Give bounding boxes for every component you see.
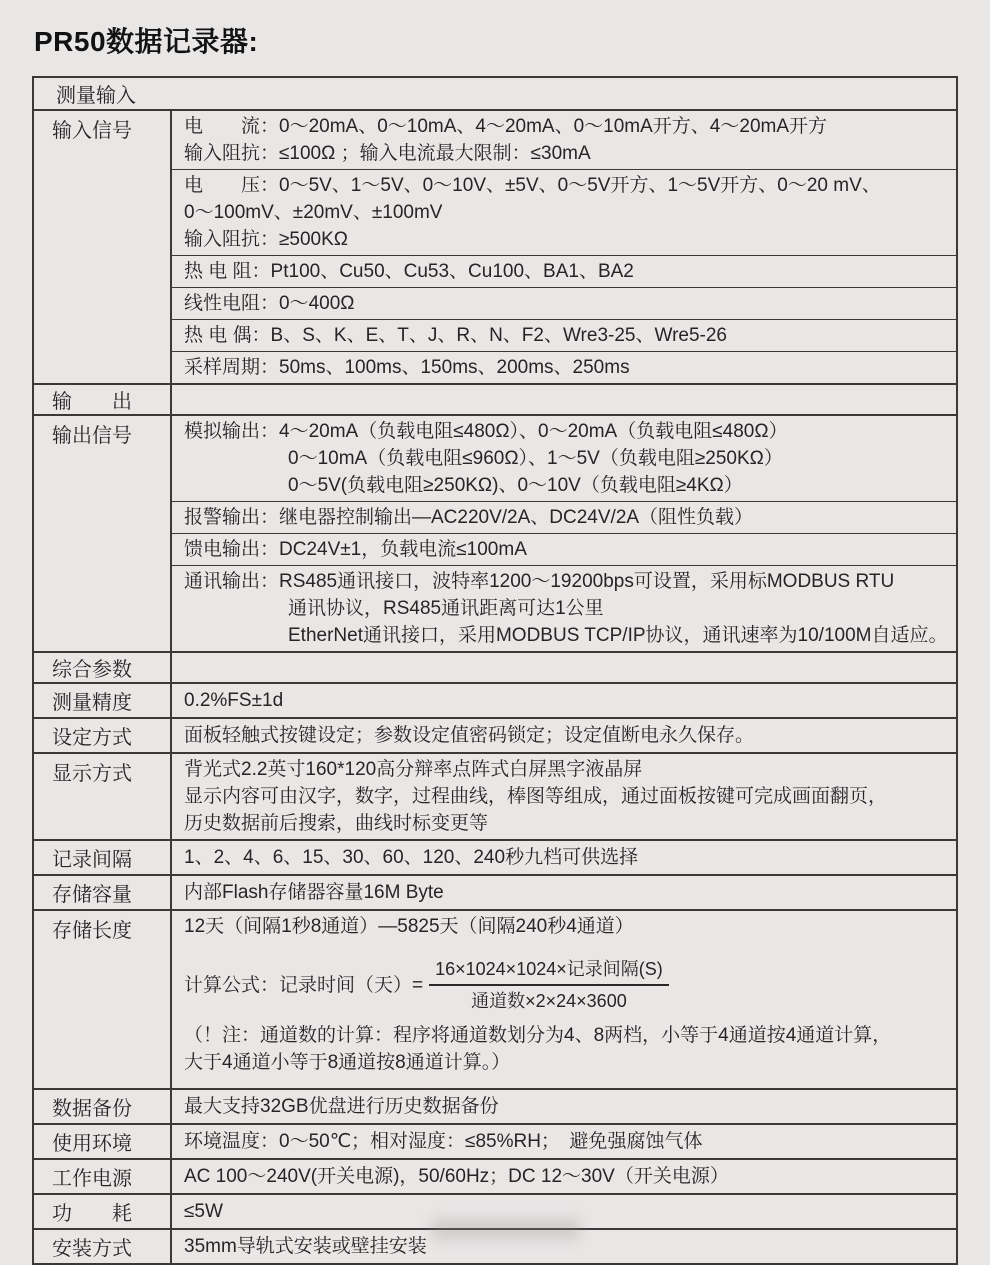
- section-header-general: 综合参数: [34, 653, 172, 682]
- row-label-storage-length: 存储长度: [34, 911, 172, 1088]
- subrow-analog-output: [172, 416, 956, 501]
- current-line-1: 电 流：0～20mA、0～10mA、4～20mA、0～10mA开方、4～20mA开方: [184, 116, 828, 137]
- spec-row-storage-capacity: [34, 874, 956, 909]
- display-line-3: 历史数据前后搜索，曲线时标变更等: [184, 813, 489, 834]
- analog-output-line-2: 0～10mA（负载电阻≤960Ω）、1～5V（负载电阻≥250KΩ）: [288, 448, 783, 469]
- section-header-measure-input: 测量输入: [56, 85, 136, 107]
- row-value-output-signal: [172, 416, 956, 651]
- spec-row-record-interval: [34, 839, 956, 874]
- spec-row-backup: [34, 1088, 956, 1123]
- storage-length-range-line: 12天（间隔1秒8通道）—5825天（间隔240秒4通道）: [184, 916, 634, 937]
- comm-output-line-3: EtherNet通讯接口，采用MODBUS TCP/IP协议，通讯速率为10/100M自适应。: [288, 625, 948, 646]
- row-label-backup: 数据备份: [34, 1090, 172, 1123]
- row-value-input-signal: [172, 111, 956, 383]
- subrow-feed-output: [172, 533, 956, 565]
- row-value-environment: [172, 1125, 956, 1158]
- storage-length-note-line-1: （！注：通道数的计算：程序将通道数划分为4、8两档，小等于4通道按4通道计算，: [184, 1025, 892, 1046]
- section-output-empty-cell: [172, 385, 956, 414]
- row-value-display: [172, 754, 956, 839]
- storage-length-formula: [184, 956, 952, 1014]
- setting-line: 面板轻触式按键设定；参数设定值密码锁定；设定值断电永久保存。: [184, 725, 755, 746]
- subrow-comm-output: [172, 565, 956, 651]
- formula-denominator: 通道数×2×24×3600: [471, 991, 627, 1011]
- row-label-accuracy: 测量精度: [34, 684, 172, 717]
- voltage-line-1: 电 压：0～5V、1～5V、0～10V、±5V、0～5V开方、1～5V开方、0～20 mV、: [184, 175, 881, 196]
- subrow-voltage: [172, 169, 956, 255]
- comm-output-line-2: 通讯协议，RS485通讯距离可达1公里: [288, 598, 604, 619]
- spec-table: [32, 76, 958, 1265]
- subrow-thermocouple: [172, 319, 956, 351]
- row-value-setting: [172, 719, 956, 752]
- spec-row-setting: [34, 717, 956, 752]
- row-value-backup: [172, 1090, 956, 1123]
- row-value-record-interval: [172, 841, 956, 874]
- row-label-display: 显示方式: [34, 754, 172, 839]
- section-general-empty-cell: [172, 653, 956, 682]
- analog-output-line-3: 0～5V(负载电阻≥250KΩ)、0～10V（负载电阻≥4KΩ）: [288, 475, 743, 496]
- formula-fraction: [429, 956, 669, 1014]
- mounting-line: 35mm导轨式安装或壁挂安装: [184, 1236, 427, 1257]
- row-label-environment: 使用环境: [34, 1125, 172, 1158]
- consumption-line: ≤5W: [184, 1201, 223, 1222]
- row-value-accuracy: [172, 684, 956, 717]
- rtd-line: 热 电 阻：Pt100、Cu50、Cu53、Cu100、BA1、BA2: [184, 261, 634, 282]
- row-label-input-signal: 输入信号: [34, 111, 172, 383]
- feed-output-line: 馈电输出：DC24V±1，负载电流≤100mA: [184, 539, 527, 560]
- section-row-general: [34, 651, 956, 682]
- spec-row-accuracy: [34, 682, 956, 717]
- linear-resistance-line: 线性电阻：0～400Ω: [184, 293, 355, 314]
- row-label-storage-capacity: 存储容量: [34, 876, 172, 909]
- voltage-line-3: 输入阻抗：≥500KΩ: [184, 229, 349, 250]
- sampling-period-line: 采样周期：50ms、100ms、150ms、200ms、250ms: [184, 357, 630, 378]
- thermocouple-line: 热 电 偶：B、S、K、E、T、J、R、N、F2、Wre3-25、Wre5-26: [184, 325, 727, 346]
- voltage-line-2: 0～100mV、±20mV、±100mV: [184, 202, 443, 223]
- display-line-2: 显示内容可由汉字，数字，过程曲线，棒图等组成，通过面板按键可完成画面翻页，: [184, 786, 888, 807]
- row-label-setting: 设定方式: [34, 719, 172, 752]
- section-header-output: 输 出: [34, 385, 172, 414]
- environment-line: 环境温度：0～50℃；相对湿度：≤85%RH； 避免强腐蚀气体: [184, 1131, 703, 1152]
- storage-length-bottom-gap: [184, 1076, 952, 1086]
- section-row-output: [34, 383, 956, 414]
- alarm-output-line: 报警输出：继电器控制输出—AC220V/2A、DC24V/2A（阻性负载）: [184, 507, 754, 528]
- spec-row-input-signal: [34, 109, 956, 383]
- subrow-sampling-period: [172, 351, 956, 383]
- row-label-mounting: 安装方式: [34, 1230, 172, 1263]
- current-line-2: 输入阻抗：≤100Ω ；输入电流最大限制：≤30mA: [184, 143, 591, 164]
- spec-row-display: [34, 752, 956, 839]
- row-label-power: 工作电源: [34, 1160, 172, 1193]
- analog-output-line-1: 模拟输出：4～20mA（负载电阻≤480Ω）、0～20mA（负载电阻≤480Ω）: [184, 421, 788, 442]
- formula-prefix: 计算公式：记录时间（天）=: [184, 974, 424, 996]
- subrow-alarm-output: [172, 501, 956, 533]
- row-label-output-signal: 输出信号: [34, 416, 172, 651]
- formula-numerator: 16×1024×1024×记录间隔(S): [429, 956, 669, 986]
- storage-capacity-line: 内部Flash存储器容量16M Byte: [184, 882, 444, 903]
- subrow-linear-resistance: [172, 287, 956, 319]
- section-row-measure-input: [34, 78, 956, 109]
- row-value-storage-capacity: [172, 876, 956, 909]
- spec-row-storage-length: [34, 909, 956, 1088]
- subrow-rtd: [172, 255, 956, 287]
- row-label-consumption: 功 耗: [34, 1195, 172, 1228]
- row-label-record-interval: 记录间隔: [34, 841, 172, 874]
- row-value-power: [172, 1160, 956, 1193]
- spec-row-output-signal: [34, 414, 956, 651]
- backup-line: 最大支持32GB优盘进行历史数据备份: [184, 1096, 499, 1117]
- subrow-current: [172, 111, 956, 169]
- blurred-watermark: [432, 1219, 580, 1239]
- row-value-storage-length: [172, 911, 956, 1088]
- record-interval-line: 1、2、4、6、15、30、60、120、240秒九档可供选择: [184, 847, 639, 868]
- power-line: AC 100～240V(开关电源)，50/60Hz；DC 12～30V（开关电源）: [184, 1166, 729, 1187]
- spec-row-power: [34, 1158, 956, 1193]
- storage-length-note-line-2: 大于4通道小等于8通道按8通道计算。）: [184, 1052, 511, 1073]
- page: [0, 20, 990, 1265]
- display-line-1: 背光式2.2英寸160*120高分辩率点阵式白屏黑字液晶屏: [184, 759, 643, 780]
- comm-output-line-1: 通讯输出：RS485通讯接口，波特率1200～19200bps可设置，采用标MODBUS RTU: [184, 571, 895, 592]
- accuracy-line: 0.2%FS±1d: [184, 690, 284, 711]
- spec-row-environment: [34, 1123, 956, 1158]
- page-title: PR50数据记录器:: [34, 26, 259, 57]
